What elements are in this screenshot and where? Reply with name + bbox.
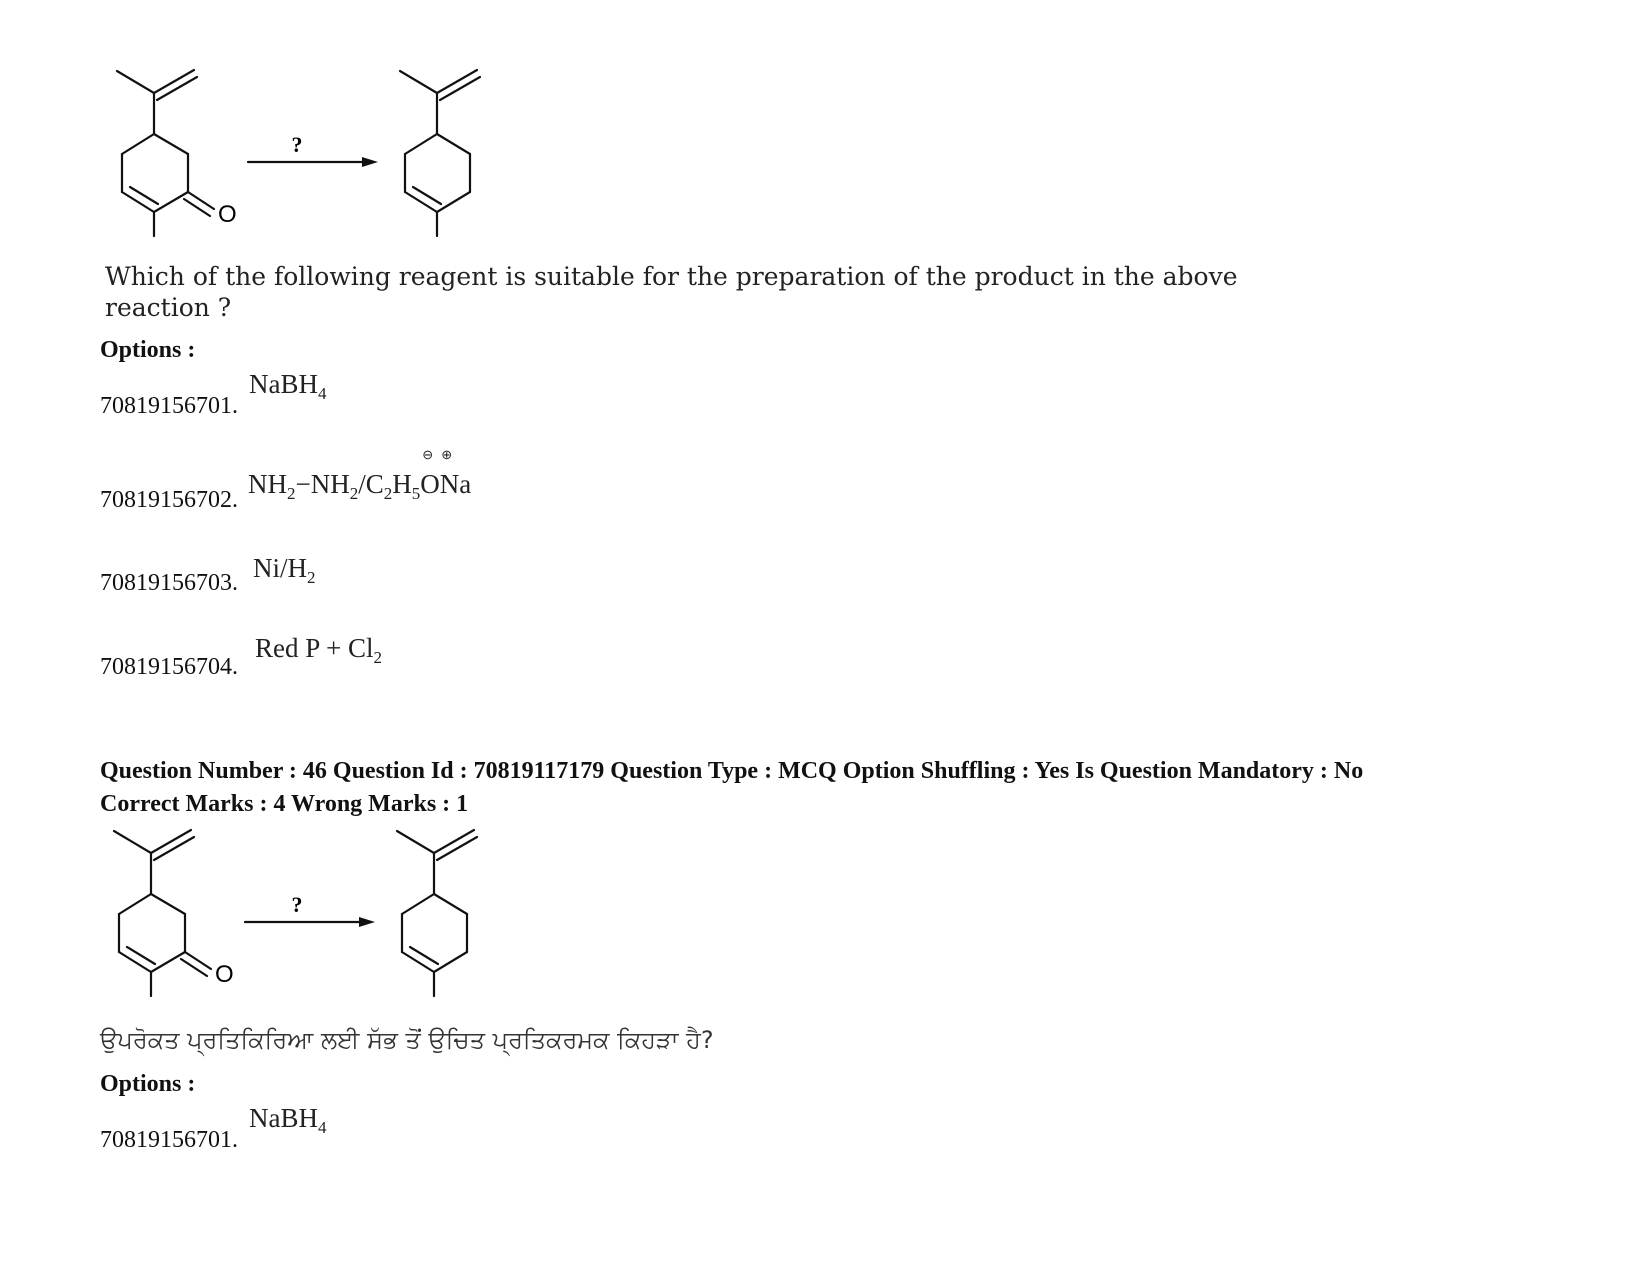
bond: [127, 947, 155, 964]
bond: [114, 831, 151, 853]
option-reagent: [253, 553, 316, 588]
reagent-text: NaBH: [249, 1103, 318, 1133]
positive-charge-icon: ⊕: [441, 447, 453, 462]
bond: [184, 199, 210, 216]
arrow-label: ?: [291, 892, 303, 917]
option-id: 70819156702.: [100, 487, 238, 513]
question-meta-line: Question Number : 46 Question Id : 70819117179 Question Type : MCQ Option Shuffling : Yes Is Question Mandatory : No: [100, 758, 1364, 784]
reagent-text: NH: [248, 469, 287, 499]
bond: [154, 134, 188, 154]
option-id: 70819156704.: [100, 654, 238, 680]
reaction-scheme-1: [100, 60, 500, 245]
reagent-subscript: 2: [287, 484, 296, 503]
arrow-head: [362, 157, 378, 167]
option-reagent: [249, 1103, 327, 1138]
arrow-label: ?: [291, 132, 303, 157]
bond: [188, 192, 214, 209]
reaction-diagram: [100, 60, 500, 245]
bond: [154, 192, 188, 212]
reagent-text: −NH: [295, 469, 350, 499]
reagent-text: H: [392, 469, 412, 499]
bond: [434, 894, 467, 914]
bond: [122, 192, 154, 212]
question-text-punjabi: ਉਪਰੋਕਤ ਪ੍ਰਤਿਕਿਰਿਆ ਲਈ ਸੱਭ ਤੋਂ ਉਚਿਤ ਪ੍ਰਤਿਕਰਮਕ ਕਿਹੜਾ ਹੈ?: [100, 1026, 714, 1054]
oxygen-label: O: [218, 201, 237, 228]
reagent-subscript: 2: [373, 648, 382, 667]
question-header: [100, 755, 1363, 821]
reagent-text: Ni/H: [253, 553, 307, 583]
question-text-line: Which of the following reagent is suitable for the preparation of the product in the above: [105, 262, 1238, 291]
bond: [400, 71, 437, 93]
bond: [122, 134, 154, 154]
reagent-text: NaBH: [249, 369, 318, 399]
bond: [405, 134, 437, 154]
bond: [130, 187, 158, 204]
bond: [185, 952, 211, 969]
option-id: 70819156701.: [100, 393, 238, 419]
options-label: Options :: [100, 1071, 196, 1097]
bond: [402, 894, 434, 914]
bond: [151, 894, 185, 914]
bond: [402, 952, 434, 972]
question-text: [105, 261, 1238, 323]
question-marks-line: Correct Marks : 4 Wrong Marks : 1: [100, 791, 469, 817]
oxygen-label: O: [215, 961, 234, 988]
bond: [397, 831, 434, 853]
option-reagent: [248, 447, 472, 504]
bond: [434, 952, 467, 972]
negative-charge-icon: ⊖: [422, 447, 434, 462]
question-text-line: reaction ?: [105, 293, 232, 322]
bond: [119, 952, 151, 972]
reagent-text: ONa: [420, 469, 472, 499]
reagent-text: /C: [358, 469, 384, 499]
option-id: 70819156701.: [100, 1127, 238, 1153]
option-id: 70819156703.: [100, 570, 238, 596]
bond: [410, 947, 438, 964]
bond: [405, 192, 437, 212]
bond: [413, 187, 441, 204]
bond: [151, 952, 185, 972]
bond: [437, 192, 470, 212]
reaction-diagram: [97, 820, 497, 1005]
reagent-subscript: 2: [349, 484, 359, 503]
reagent-subscript: 4: [318, 384, 327, 403]
reaction-scheme-2: [97, 820, 497, 1005]
reagent-subscript: 4: [318, 1118, 327, 1137]
option-reagent: [249, 369, 327, 404]
reagent-subscript: 5: [411, 484, 421, 503]
bond: [117, 71, 154, 93]
bond: [119, 894, 151, 914]
arrow-head: [359, 917, 375, 927]
reagent-subscript: 2: [383, 484, 393, 503]
reagent-subscript: 2: [307, 568, 316, 587]
options-label: Options :: [100, 337, 196, 363]
bond: [437, 134, 470, 154]
bond: [181, 959, 207, 976]
option-reagent: [255, 633, 382, 668]
reagent-text: Red P + Cl: [255, 633, 374, 663]
reagent-ion: [420, 447, 472, 499]
